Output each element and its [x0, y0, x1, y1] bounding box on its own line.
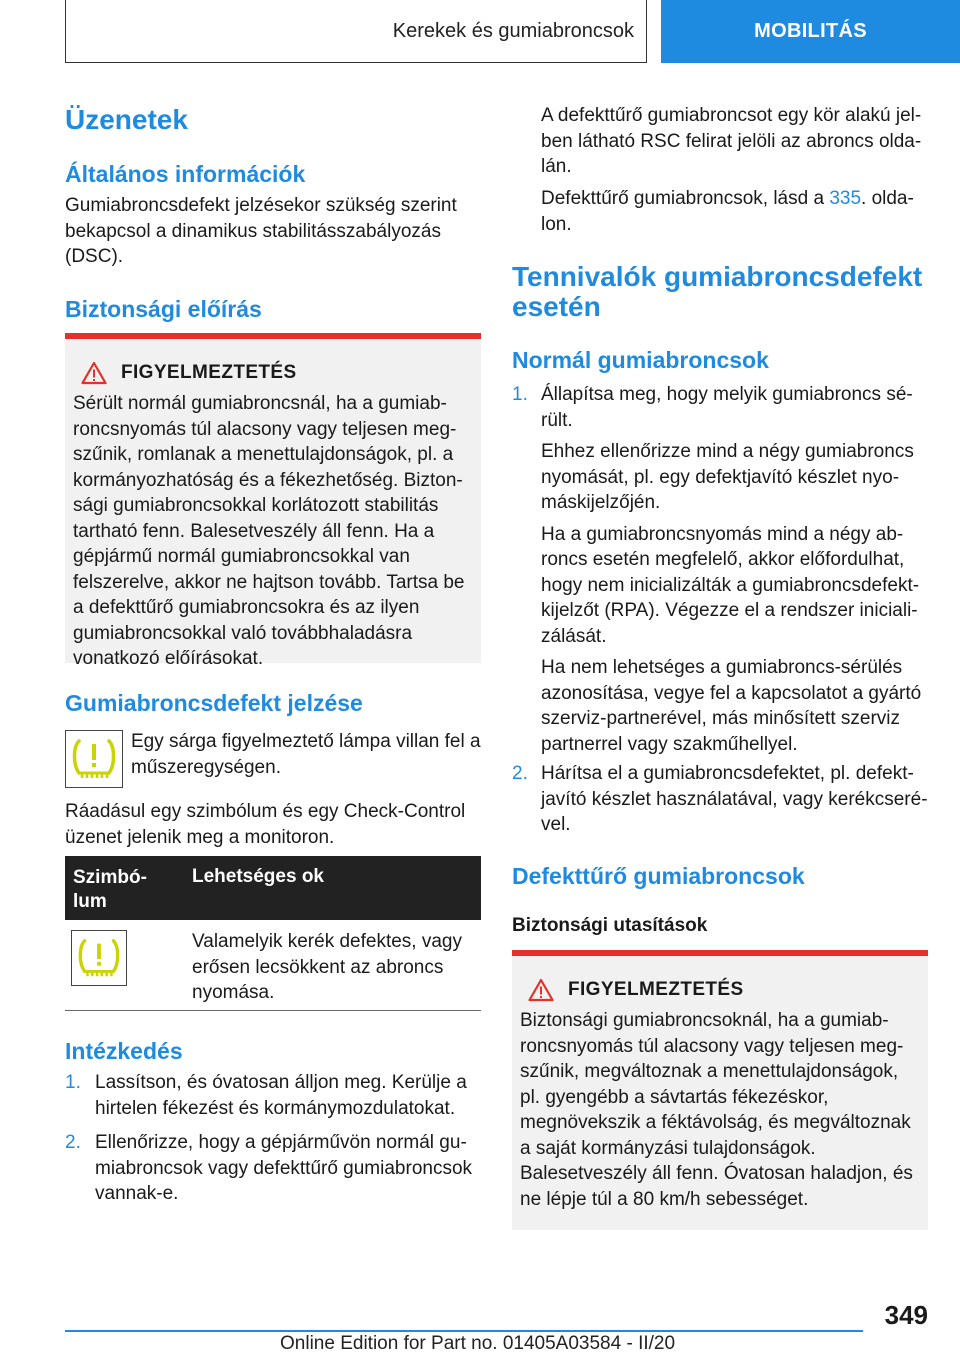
general-text: Gumiabroncsdefekt jelzésekor szükség szerint bekapcsol a dinamikus stabilitásszabályozás (DSC). [65, 195, 457, 267]
cross-reference: Defekttűrő gumiabroncsok, lásd a 335. oldalon. [541, 188, 914, 235]
step-para: Ehhez ellenőrizze mind a négy gumiabroncs nyomását, pl. egy defektjavító készlet nyomáskijelzőjén. [541, 441, 914, 513]
warning-box-2 [512, 950, 928, 1230]
table-row-cause: Valamelyik kerék defektes, vagy erősen lecsökkent az abroncs nyomása. [192, 931, 462, 1003]
list-item [65, 1070, 481, 1121]
page-link-335[interactable]: 335 [829, 188, 862, 209]
footer-rule [65, 1330, 863, 1332]
heading-safety: Biztonsági előírás [65, 296, 262, 322]
warning-triangle-icon [528, 978, 554, 1002]
heading-indication: Gumiabroncsdefekt jelzése [65, 690, 363, 716]
rsc-text: A defekttűrő gumiabroncsot egy kör alakú jelben látható RSC felirat jelöli az abroncs oldalán. [541, 105, 922, 177]
step-para: Hárítsa el a gumiabroncsdefektet, pl. defektjavító készlet használatával, vagy kerékcserével. [541, 763, 928, 835]
header-chapter-tab[interactable] [661, 0, 960, 63]
list-item [65, 1130, 481, 1207]
heading-todo: Tennivalók gumiabroncsdefekt esetén [512, 261, 923, 322]
heading-general: Általános információk [65, 161, 306, 187]
step-para: Ha a gumiabroncsnyomás mind a négy abroncs esetén megfelelő, akkor előfordulhat, hogy nem inicializálták a gumiabroncsdefektkijelzőt (RPA). Végezze el a rendszer inicializálását. [541, 523, 920, 647]
indication-text: Egy sárga figyelmeztető lámpa villan fel a műszeregységen. [131, 731, 481, 778]
list-text: Lassítson, és óvatosan álljon meg. Kerülje a hirtelen fékezést és kormánymozdulatokat. [95, 1072, 467, 1119]
list-number: 2. [512, 763, 528, 784]
section-label: Kerekek és gumiabroncsok [392, 19, 634, 42]
heading-action: Intézkedés [65, 1038, 183, 1064]
table-tire-pressure-icon [71, 930, 127, 986]
warning-text-1: Sérült normál gumiabroncsnál, ha a gumiabroncsnyomás túl alacsony vagy teljesen megszűnik, romlanak a menettulajdonságok, pl. a kormányozhatóság és a fékezhetőség. Biztonsági gumiabroncsokkal korlátozott stabilitás tartható fenn. Balesetveszély áll fenn. Ha a gépjármű normál gumiabroncsokkal van felszerelve, akkor ne hajtson tovább. Tartsa be a defekttűrő gumiabroncsokra és az ilyen gumiabroncsokkal való továbbhaladásra vonatkozó előírásokat. [73, 393, 465, 669]
footer-text: Online Edition for Part no. 01405A03584 - II/20 [280, 1333, 676, 1354]
table-col-symbol: Szimbólum [73, 867, 147, 912]
heading-safety-instructions: Biztonsági utasítások [512, 915, 708, 936]
list-number: 1. [512, 384, 528, 405]
heading-runflat: Defekttűrő gumiabroncsok [512, 863, 805, 889]
warning-text-2: Biztonsági gumiabroncsoknál, ha a gumiabroncsnyomás túl alacsony vagy teljesen megszűnik, megváltoznak a menettulajdonságok, pl. gyengébb a sávtartás fékezéskor, megnövekszik a féktávolság, és megváltoznak a saját kormányzási tulajdonságok. Balesetveszély áll fenn. Óvatosan haladjon, és ne lépje túl a 80 km/h sebességet. [520, 1010, 913, 1210]
heading-normal-tires: Normál gumiabroncsok [512, 347, 769, 373]
step-para: Állapítsa meg, hogy melyik gumiabroncs sérült. [541, 384, 913, 431]
page-number: 349 [884, 1300, 928, 1330]
table-col-cause: Lehetséges ok [192, 866, 324, 887]
warning-box-1 [65, 333, 481, 669]
warning-title-2: FIGYELMEZTETÉS [528, 978, 920, 1002]
table-bottom-rule [65, 1010, 481, 1011]
indication-text-2: Ráadásul egy szimbólum és egy Check-Control üzenet jelenik meg a monitoron. [65, 801, 466, 848]
header-section-title [65, 0, 647, 63]
warning-triangle-icon [81, 361, 107, 385]
step-para: Ha nem lehetséges a gumiabroncs-sérülés azonosítása, vegye fel a kapcsolatot a gyártó szerviz-partnerével, más minősített szerviz partnerrel vagy szakműhellyel. [541, 657, 922, 755]
warning-title-1: FIGYELMEZTETÉS [81, 361, 473, 385]
list-text: Ellenőrizze, hogy a gépjárművön normál gumiabroncsok vagy defekttűrő gumiabroncsok vannak-e. [95, 1132, 473, 1204]
list-number: 2. [65, 1132, 81, 1153]
heading-messages: Üzenetek [65, 104, 188, 135]
chapter-label: MOBILITÁS [754, 20, 867, 42]
tire-pressure-lamp-icon [65, 730, 123, 788]
list-number: 1. [65, 1072, 81, 1093]
symbol-table-header [65, 856, 481, 920]
list-item [512, 761, 928, 838]
list-item [512, 382, 928, 757]
